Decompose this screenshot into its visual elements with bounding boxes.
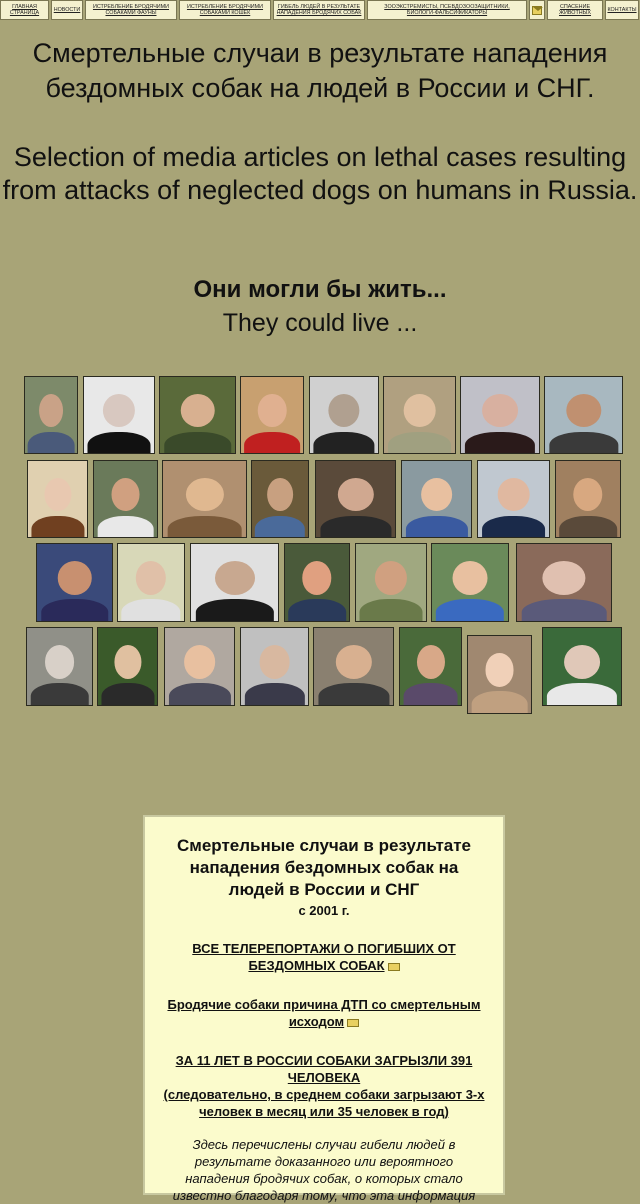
page-title-ru: Смертельные случаи в результате нападения бездомных собак на людей в России и СНГ. (32, 38, 608, 103)
subtitle-en: They could live ... (222, 309, 418, 337)
statistics-link[interactable] (159, 1052, 489, 1120)
statistics-link-detail: (следовательно, в среднем собаки загрызают 3-х человек в месяц или 35 человек в год) (163, 1087, 485, 1119)
victim-photo (401, 460, 472, 538)
info-box-year: с 2001 г. (298, 903, 350, 918)
victim-photo (93, 460, 158, 538)
nav-item-label: ИСТРЕБЛЕНИЕ БРОДЯЧИМИ СОБАКАМИ ФАУНЫ (92, 4, 170, 16)
victim-photo (542, 627, 622, 706)
victim-photo (516, 543, 612, 622)
traffic-accidents-link-text: Бродячие собаки причина ДТП со смертельным исходом (167, 997, 481, 1029)
victim-photo (240, 627, 309, 706)
victim-photo (355, 543, 427, 622)
victim-photo (460, 376, 540, 454)
victim-photo (190, 543, 279, 622)
envelope-icon (347, 1019, 359, 1027)
envelope-icon (388, 963, 400, 971)
nav-item-label: ГИБЕЛЬ ЛЮДЕЙ В РЕЗУЛЬТАТЕ НАПАДЕНИЯ БРОДЯЧИХ СОБАК (276, 4, 362, 16)
info-box-title: Смертельные случаи в результате нападения бездомных собак на людей в России и СНГ (176, 836, 472, 899)
victim-photo (162, 460, 247, 538)
victim-photo (159, 376, 236, 454)
victim-photo (544, 376, 623, 454)
victim-photo (284, 543, 350, 622)
nav-item-label: ИСТРЕБЛЕНИЕ БРОДЯЧИМИ СОБАКАМИ КОШЕК (186, 4, 264, 16)
nav-item-label: СПАСЕНИЕ ЖИВОТНЫХ (558, 4, 591, 16)
page-title-en: Selection of media articles on lethal cases resulting from attacks of neglected dogs on humans in Russia. (2, 142, 638, 205)
victim-photo (97, 627, 158, 706)
nav-item-label: ЗООЭКСТРЕМИСТЫ, ПСЕВДОЗООЗАЩИТНИКИ, БИОЛОГИ-ФАЛЬСИФИКАТОРЫ (384, 4, 510, 16)
victim-photo (83, 376, 155, 454)
tv-reports-link-text: ВСЕ ТЕЛЕРЕПОРТАЖИ О ПОГИБШИХ ОТ БЕЗДОМНЫХ СОБАК (192, 941, 456, 973)
victim-photo (399, 627, 462, 706)
victim-photo (117, 543, 185, 622)
victim-photo (431, 543, 509, 622)
victim-photo (467, 635, 532, 714)
victim-photo (27, 460, 88, 538)
traffic-accidents-link[interactable] (159, 996, 489, 1030)
victim-photo (26, 627, 93, 706)
victim-photo (555, 460, 621, 538)
victim-photo (309, 376, 379, 454)
victim-photo (313, 627, 394, 706)
tv-reports-link[interactable] (159, 940, 489, 974)
info-box (143, 815, 505, 1203)
victim-photo (383, 376, 456, 454)
victim-photo (251, 460, 309, 538)
nav-item-label: КОНТАКТЫ (607, 7, 637, 13)
victim-photo (477, 460, 550, 538)
nav-item-label: ГЛАВНАЯ СТРАНИЦА (9, 4, 40, 16)
nav-item-label: НОВОСТИ (53, 7, 81, 13)
statistics-link-text: ЗА 11 ЛЕТ В РОССИИ СОБАКИ ЗАГРЫЗЛИ 391 ЧЕЛОВЕКА (175, 1053, 473, 1085)
victim-photo (24, 376, 78, 454)
subtitle-ru: Они могли бы жить... (193, 276, 447, 303)
victim-photo (240, 376, 304, 454)
victim-photo (315, 460, 396, 538)
info-box-paragraph: Здесь перечислены случаи гибели людей в результате доказанного или вероятного нападения бродячих собак, о которых стало известно благодаря тому, что эта информация (172, 1137, 476, 1203)
victim-photo (164, 627, 235, 706)
victim-photo (36, 543, 113, 622)
